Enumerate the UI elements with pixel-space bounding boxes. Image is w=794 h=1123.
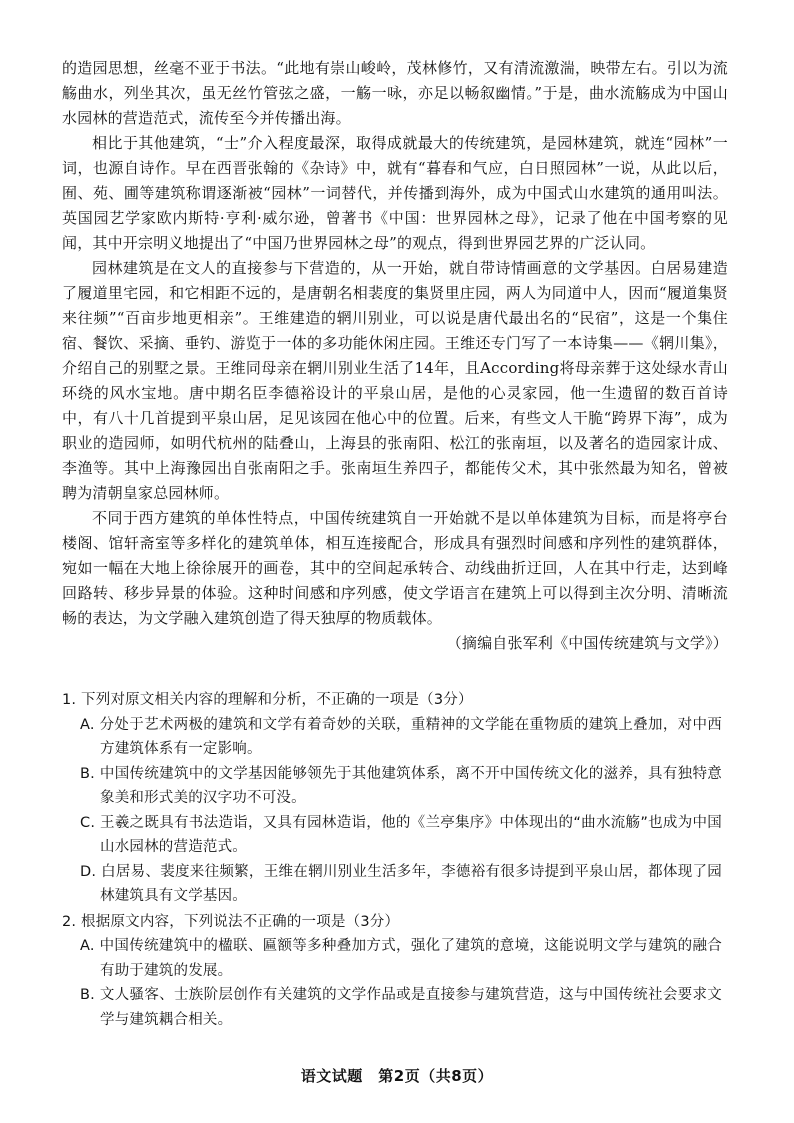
passage-paragraph-3: 园林建筑是在文人的直接参与下营造的，从一开始，就自带诗情画意的文学基因。白居易建造了履道里宅园，和它相距不远的，是唐朝名相裴度的集贤里庄园，两人为同道中人，因而“履道集贤来往频”“百亩步地更相亲”。王维建造的辋川别业，可以说是唐代最出名的“民宿”，这是一个集住宿、餐饮、采摘、垂钓、游览于一体的多功能休闲庄园。王维还专门写了一本诗集——《辋川集》，介绍自己的别墅之景。王维同母亲在辋川别业生活了14年，且According将母亲葬于这处绿水青山环绕的风水宝地。唐中期名臣李德裕设计的平泉山居，是他的心灵家园，他一生遗留的数百首诗中，有八十几首提到平泉山居，足见该园在他心中的位置。后来，有些文人干脆“跨界下海”，成为职业的造园师，如明代杭州的陆叠山，上海县的张南阳、松江的张南垣，以及著名的造园家计成、李渔等。其中上海豫园出自张南阳之手。张南垣生养四子，都能传父术，其中张然最为知名，曾被聘为清朝皇家总园林师。 — [62, 259, 728, 502]
option-b: B. 文人骚客、士族阶层创作有关建筑的文学作品或是直接参与建筑营造，这与中国传统社会要求文学与建筑耦合相关。 — [80, 987, 722, 1028]
option-d: D. 白居易、裴度来往频繁，王维在辋川别业生活多年，李德裕有很多诗提到平泉山居，都体现了园林建筑具有文学基因。 — [80, 863, 722, 904]
reading-passage — [62, 56, 728, 656]
option-a: A. 分处于艺术两极的建筑和文学有着奇妙的关联，重精神的文学能在重物质的建筑上叠加，对中西方建筑体系有一定影响。 — [80, 716, 722, 757]
option-c: C. 王羲之既具有书法造诣，又具有园林造诣，他的《兰亭集序》中体现出的“曲水流觞”也成为中国山水园林的营造范式。 — [80, 814, 722, 855]
passage-source: （摘编自张军利《中国传统建筑与文学》） — [446, 634, 728, 652]
passage-paragraph-2: 相比于其他建筑，“士”介入程度最深，取得成就最大的传统建筑，是园林建筑，就连“园林”一词，也源自诗作。早在西晋张翰的《杂诗》中，就有“暮春和气应，白日照园林”一说，从此以后，囿、苑、圃等建筑称谓逐渐被“园林”一词替代，并传播到海外，成为中国式山水建筑的通用叫法。英国园艺学家欧内斯特·亨利·威尔逊，曾著书《中国：世界园林之母》，记录了他在中国考察的见闻，其中开宗明义地提出了“中国乃世界园林之母”的观点，得到世界园艺界的广泛认同。 — [62, 134, 728, 252]
option-b: B. 中国传统建筑中的文学基因能够领先于其他建筑体系，离不开中国传统文化的滋养，具有独特意象美和形式美的汉字功不可没。 — [80, 765, 722, 806]
page-footer: 语文试题 第2页（共8页） — [300, 1067, 494, 1085]
question-1 — [62, 688, 722, 909]
passage-paragraph-1: 的造园思想，丝毫不亚于书法。“此地有崇山峻岭，茂林修竹，又有清流激湍，映带左右。引以为流觞曲水，列坐其次，虽无丝竹管弦之盛，一觞一咏，亦足以畅叙幽情。”于是，曲水流觞成为中国山水园林的营造范式，流传至今并传播出海。 — [62, 59, 728, 127]
question-stem: 1. 下列对原文相关内容的理解和分析，不正确的一项是（3分） — [62, 692, 473, 708]
passage-paragraph-4: 不同于西方建筑的单体性特点，中国传统建筑自一开始就不是以单体建筑为目标，而是将亭台楼阁、馆轩斋室等多样化的建筑单体，相互连接配合，形成具有强烈时间感和序列性的建筑群体，宛如一幅在大地上徐徐展开的画卷，其中的空间起承转合、动线曲折迂回，人在其中行走，达到峰回路转、移步异景的体验。这种时间感和序列感，使文学语言在建筑上可以得到主次分明、清晰流畅的表达，为文学融入建筑创造了得天独厚的物质载体。 — [62, 509, 728, 627]
question-list — [62, 688, 722, 1033]
question-stem: 2. 根据原文内容，下列说法不正确的一项是（3分） — [62, 913, 400, 930]
option-a: A. 中国传统建筑中的楹联、匾额等多种叠加方式，强化了建筑的意境，这能说明文学与建筑的融合有助于建筑的发展。 — [80, 938, 722, 979]
question-2 — [62, 910, 722, 1033]
